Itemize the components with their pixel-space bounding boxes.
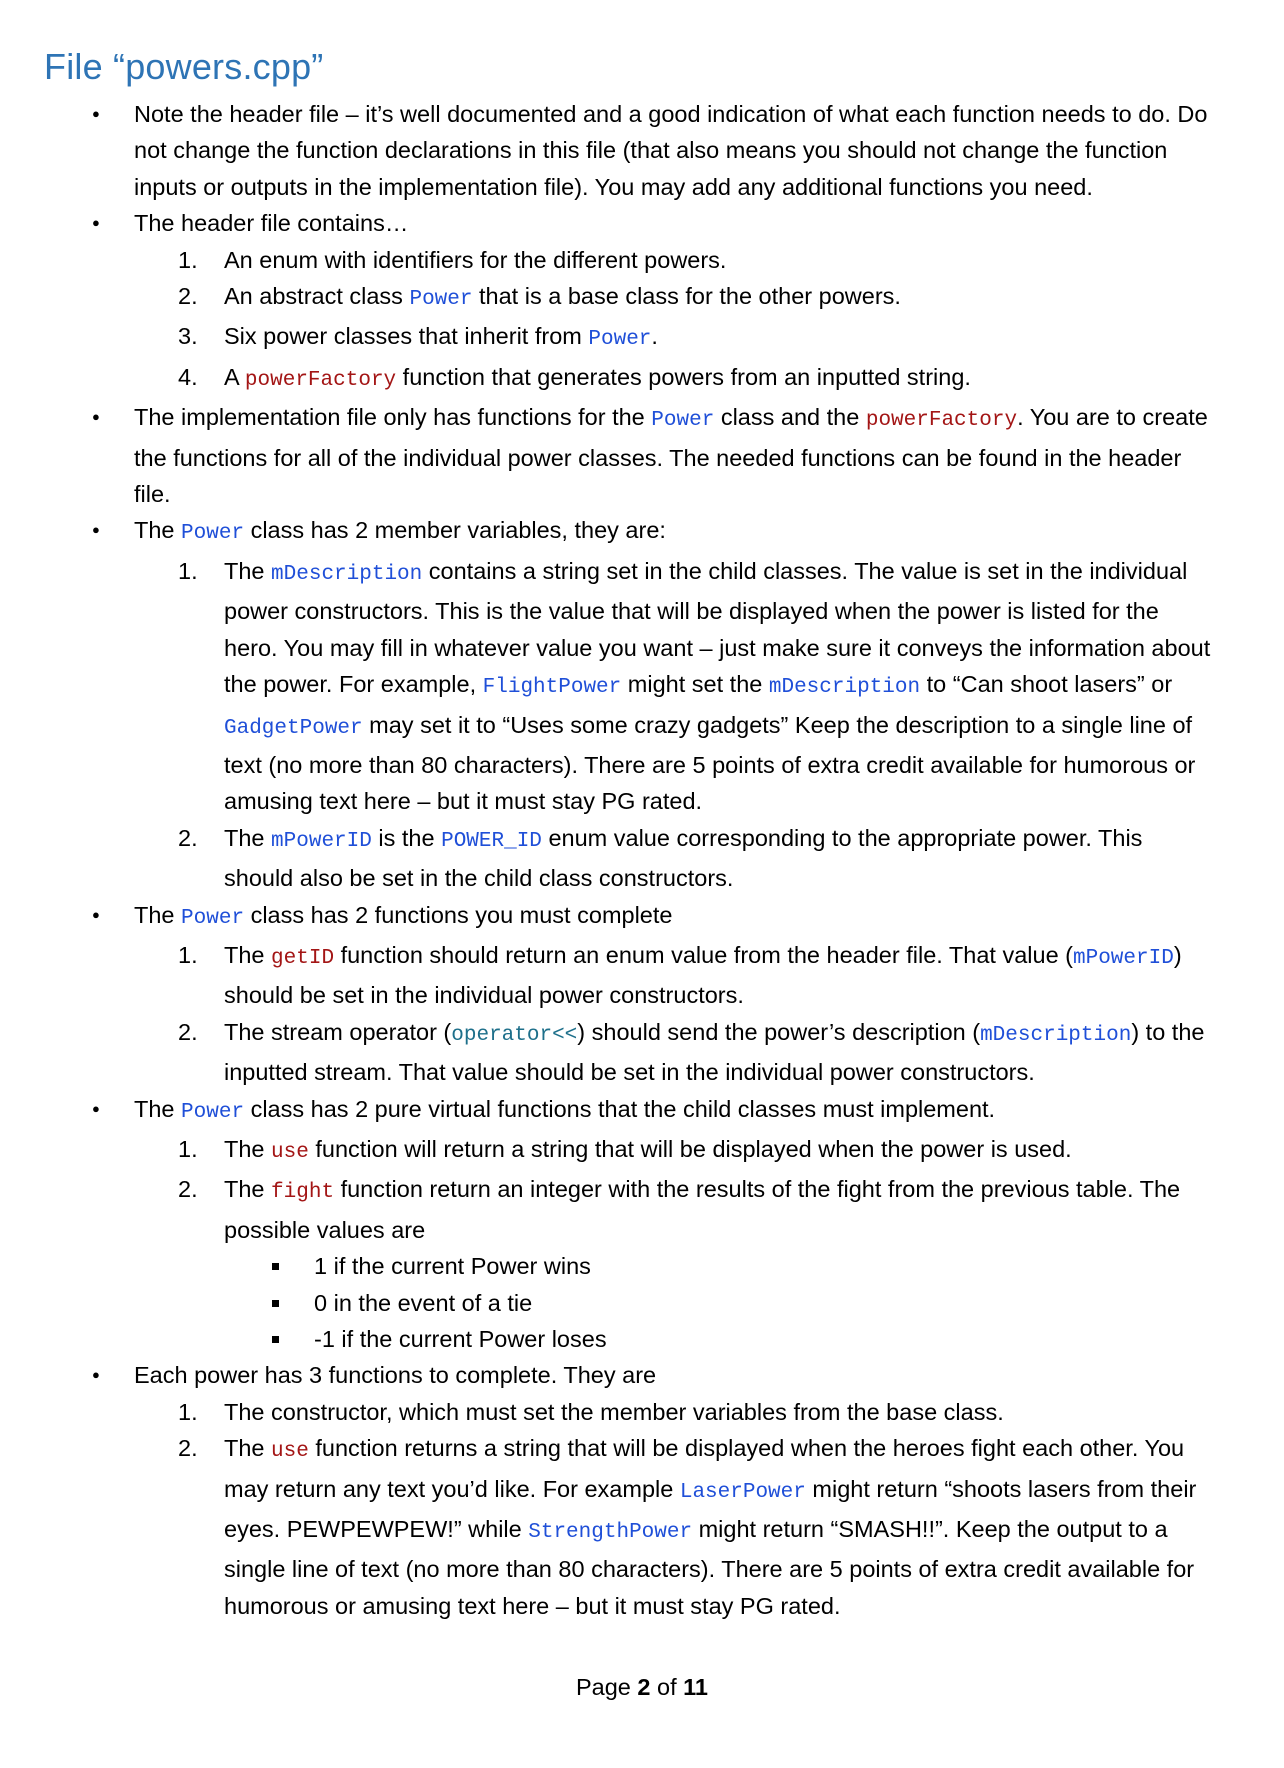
bullet-header-contents bbox=[0, 205, 1284, 399]
item-text: An enum with identifiers for the different powers. bbox=[224, 246, 727, 273]
bullet-implementation-file bbox=[0, 399, 1284, 512]
item-text: An abstract class bbox=[224, 283, 410, 310]
code-fight: fight bbox=[271, 1181, 335, 1205]
bullet-text: The header file contains… bbox=[134, 210, 409, 237]
footer-prefix: Page bbox=[575, 1674, 638, 1700]
item-number: 2. bbox=[178, 1176, 198, 1203]
sub-item: 0 in the event of a tie bbox=[224, 1285, 1214, 1321]
document-body bbox=[0, 96, 1284, 1624]
code-operator: operator<< bbox=[451, 1023, 578, 1047]
item-text: that is a base class for the other powers. bbox=[472, 283, 901, 310]
sub-item: 1 if the current Power wins bbox=[224, 1248, 1214, 1284]
code-power-id: POWER_ID bbox=[441, 829, 542, 853]
code-strengthpower: StrengthPower bbox=[528, 1521, 693, 1545]
item-number: 2. bbox=[178, 283, 198, 310]
code-mpowerid: mPowerID bbox=[1073, 946, 1174, 970]
item-text: function will return a string that will be displayed when the power is used. bbox=[308, 1135, 1072, 1162]
bullet-text: The bbox=[134, 517, 182, 544]
list-item bbox=[134, 1394, 1214, 1430]
list-item bbox=[134, 553, 1214, 820]
item-number: 3. bbox=[178, 323, 198, 350]
code-powerfactory: powerFactory bbox=[244, 368, 397, 392]
item-number: 2. bbox=[178, 824, 198, 851]
item-text: The bbox=[224, 824, 272, 851]
list-item bbox=[134, 242, 1214, 278]
item-text: function return an integer with the results of the fight from the previous table. The possible values are bbox=[224, 1176, 1181, 1243]
item-text: A bbox=[224, 363, 245, 390]
list-item bbox=[134, 1014, 1214, 1091]
item-text: The bbox=[224, 557, 272, 584]
bullet-text: class has 2 member variables, they are: bbox=[244, 517, 666, 544]
list-item bbox=[134, 1171, 1214, 1357]
item-number: 1. bbox=[178, 557, 198, 584]
list-item bbox=[134, 1430, 1214, 1624]
item-text: The stream operator ( bbox=[224, 1018, 452, 1045]
bullet-text: class has 2 pure virtual functions that the child classes must implement. bbox=[244, 1095, 996, 1122]
bullet-text: The implementation file only has functions for the bbox=[134, 404, 652, 431]
item-number: 2. bbox=[178, 1435, 198, 1462]
item-number: 4. bbox=[178, 363, 198, 390]
page-footer bbox=[0, 1674, 1284, 1701]
bullet-text: The bbox=[134, 1095, 182, 1122]
code-mpowerid: mPowerID bbox=[271, 829, 372, 853]
item-number: 1. bbox=[178, 941, 198, 968]
item-text: function should return an enum value from the header file. That value ( bbox=[334, 941, 1073, 968]
code-power: Power bbox=[181, 522, 245, 546]
code-getid: getID bbox=[271, 946, 335, 970]
item-text: contains a string set in the child classes. The value is set in the individual power constructors. This is the value that will be displayed when the power is listed for the hero. You may fill in whatever value you want – just make sure it conveys the information about the power. For example, bbox=[224, 557, 1211, 698]
item-number: 2. bbox=[178, 1018, 198, 1045]
code-flightpower: FlightPower bbox=[482, 676, 622, 700]
member-variables-list bbox=[134, 553, 1214, 897]
bullet-functions bbox=[0, 897, 1284, 1091]
item-text: function that generates powers from an inputted string. bbox=[396, 363, 971, 390]
item-text: might set the bbox=[621, 671, 769, 698]
code-power: Power bbox=[181, 906, 245, 930]
main-bullet-list bbox=[0, 96, 1284, 1624]
item-text: might return “SMASH!!”. Keep the output to a single line of text (no more than 80 characters). There are 5 points of extra credit available for humorous or amusing text here – but it must stay PG rated. bbox=[224, 1516, 1195, 1619]
item-text: The bbox=[224, 1135, 272, 1162]
code-laserpower: LaserPower bbox=[679, 1480, 806, 1504]
item-text: Six power classes that inherit from bbox=[224, 323, 589, 350]
fight-values-list bbox=[224, 1248, 1214, 1357]
bullet-header-note bbox=[0, 96, 1284, 205]
list-item bbox=[134, 359, 1214, 399]
bullet-pure-virtual bbox=[0, 1091, 1284, 1358]
header-contents-list bbox=[134, 242, 1214, 400]
item-text: function returns a string that will be displayed when the heroes fight each other. You may return any text you’d like. For example bbox=[224, 1435, 1185, 1502]
footer-current-page: 2 bbox=[637, 1674, 651, 1700]
bullet-text: The bbox=[134, 901, 182, 928]
code-gadgetpower: GadgetPower bbox=[224, 716, 363, 740]
each-power-list bbox=[134, 1394, 1214, 1624]
code-powerfactory: powerFactory bbox=[865, 409, 1018, 433]
code-power: Power bbox=[181, 1100, 245, 1124]
list-item bbox=[134, 318, 1214, 358]
item-text: ) to the inputted stream. That value should be set in the individual power constructors. bbox=[224, 1018, 1205, 1086]
code-use: use bbox=[271, 1440, 309, 1464]
bullet-text: class and the bbox=[714, 404, 866, 431]
code-power: Power bbox=[409, 288, 473, 312]
code-mdescription: mDescription bbox=[980, 1023, 1132, 1047]
item-text: . bbox=[651, 323, 658, 350]
list-item bbox=[134, 820, 1214, 897]
item-text: enum value corresponding to the appropriate power. This should also be set in the child class constructors. bbox=[224, 824, 1143, 892]
item-text: may set it to “Uses some crazy gadgets” Keep the description to a single line of text (no more than 80 characters). There are 5 points of extra credit available for humorous or amusing text here – but it must stay PG rated. bbox=[224, 711, 1196, 815]
bullet-text: Note the header file – it’s well documented and a good indication of what each function needs to do. Do not change the function declarations in this file (that also means you should not change the function inputs or outputs in the implementation file). You may add any additional functions you need. bbox=[134, 101, 1208, 200]
bullet-text: Each power has 3 functions to complete. They are bbox=[134, 1362, 657, 1389]
page-heading: File “powers.cpp” bbox=[44, 46, 324, 87]
list-item bbox=[134, 937, 1214, 1014]
item-text: The bbox=[224, 1435, 272, 1462]
list-item bbox=[134, 278, 1214, 318]
item-number: 1. bbox=[178, 1135, 198, 1162]
sub-item: -1 if the current Power loses bbox=[224, 1321, 1214, 1357]
item-number: 1. bbox=[178, 246, 198, 273]
item-text: to “Can shoot lasers” or bbox=[920, 671, 1173, 698]
functions-list bbox=[134, 937, 1214, 1091]
code-power: Power bbox=[651, 409, 715, 433]
footer-total-pages: 11 bbox=[683, 1674, 708, 1700]
item-text: The constructor, which must set the member variables from the base class. bbox=[224, 1398, 1004, 1425]
item-text: ) should be set in the individual power constructors. bbox=[224, 941, 1182, 1009]
bullet-text: . You are to create the functions for all of the individual power classes. The needed functions can be found in the header file. bbox=[134, 404, 1208, 508]
bullet-text: class has 2 functions you must complete bbox=[244, 901, 673, 928]
footer-middle: of bbox=[650, 1674, 684, 1700]
code-mdescription: mDescription bbox=[768, 676, 921, 700]
item-text: The bbox=[224, 941, 272, 968]
item-text: The bbox=[224, 1176, 272, 1203]
list-item bbox=[134, 1131, 1214, 1171]
item-text: is the bbox=[371, 824, 442, 851]
bullet-each-power bbox=[0, 1357, 1284, 1624]
code-mdescription: mDescription bbox=[271, 562, 423, 586]
pure-virtual-list bbox=[134, 1131, 1214, 1357]
bullet-member-variables bbox=[0, 512, 1284, 896]
item-text: ) should send the power’s description ( bbox=[577, 1018, 981, 1045]
item-text: might return “shoots lasers from their eyes. PEWPEWPEW!” while bbox=[224, 1475, 1197, 1543]
item-number: 1. bbox=[178, 1398, 198, 1425]
code-use: use bbox=[271, 1140, 309, 1164]
code-power: Power bbox=[588, 328, 652, 352]
